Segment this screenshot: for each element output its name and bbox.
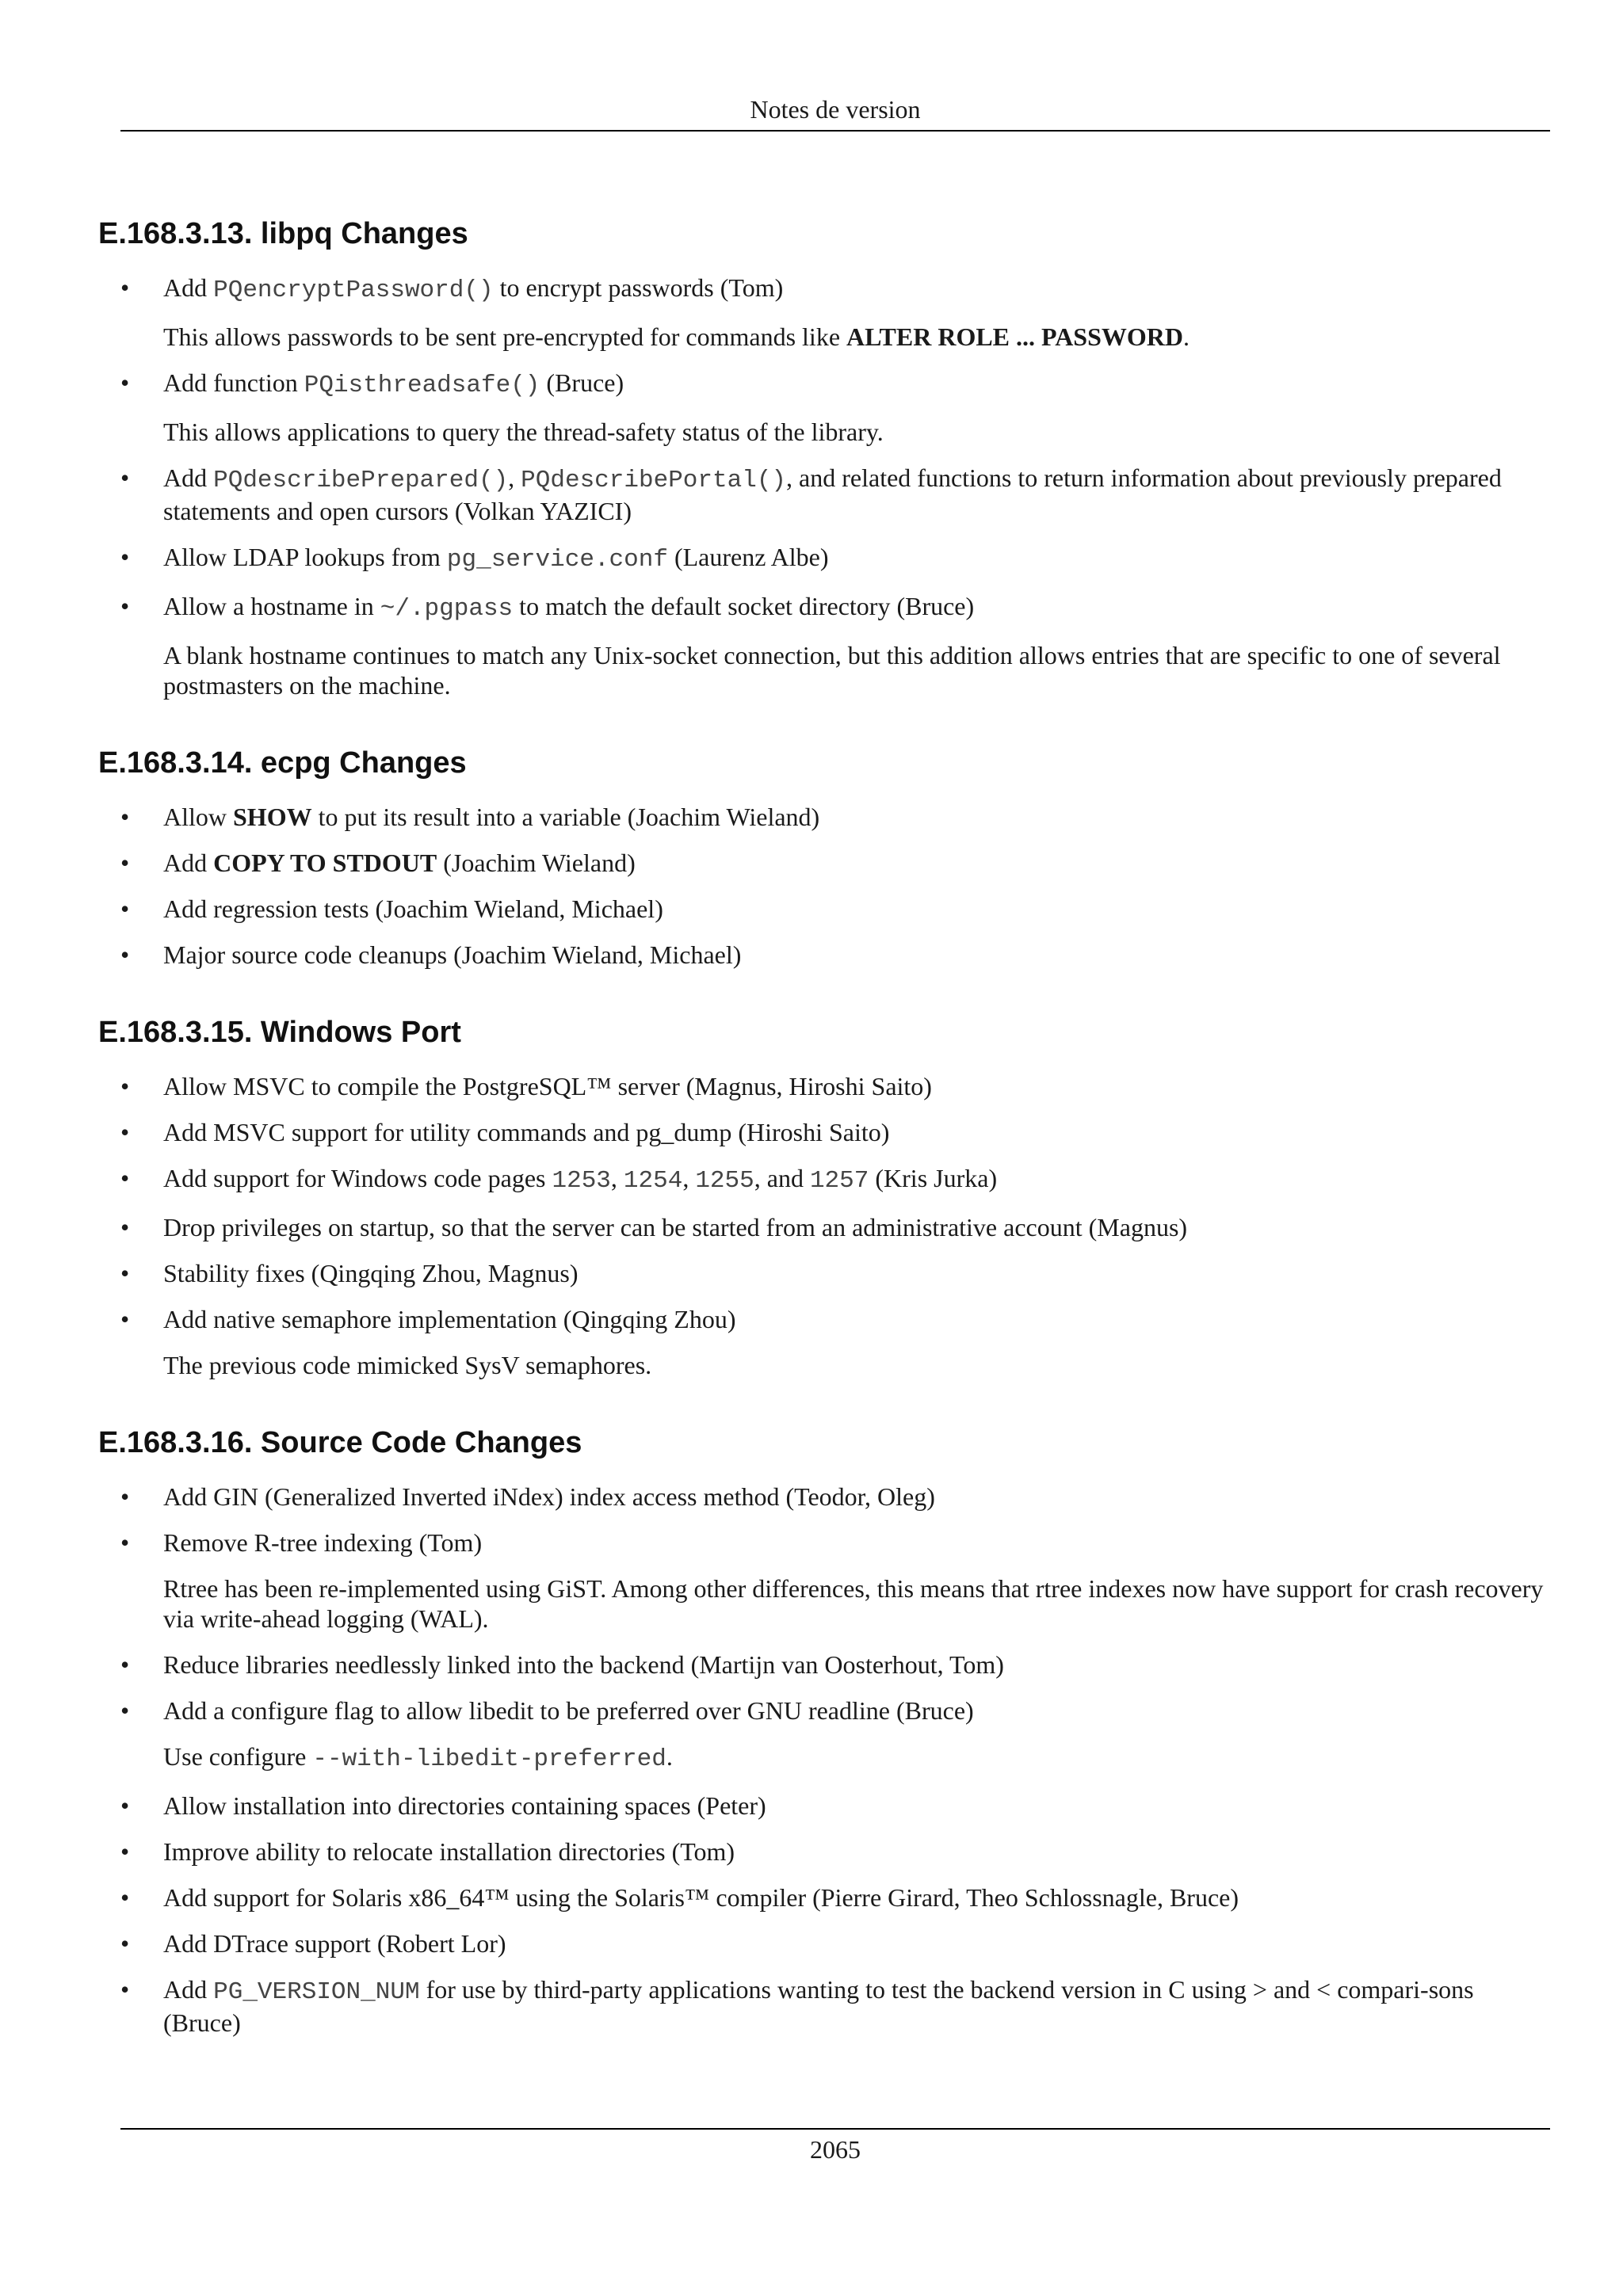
list-item xyxy=(98,1882,1552,1913)
item-text xyxy=(163,368,624,397)
item-text xyxy=(163,1305,736,1333)
text-run: Allow MSVC to compile the PostgreSQL™ server (Magnus, Hiroshi Saito) xyxy=(163,1072,932,1100)
page-header xyxy=(120,89,1550,132)
text-run: Remove R-tree indexing (Tom) xyxy=(163,1528,483,1557)
item-note xyxy=(163,1350,1552,1380)
item-text xyxy=(163,273,783,302)
code-literal: --with-libedit-preferred xyxy=(312,1745,666,1773)
code-literal: 1253 xyxy=(552,1167,611,1195)
section xyxy=(98,1425,1552,2038)
list-item xyxy=(98,802,1552,832)
text-run: Add regression tests (Joachim Wieland, Michael) xyxy=(163,894,663,923)
code-literal: PQdescribePortal() xyxy=(521,467,787,494)
item-text xyxy=(163,1650,1004,1679)
text-run: Add support for Solaris x86_64™ using the Solaris™ compiler (Pierre Girard, Theo Schlossnagle, Bruce) xyxy=(163,1883,1239,1912)
item-text xyxy=(163,1929,506,1958)
item-note xyxy=(163,417,1552,447)
text-run: Add support for Windows code pages xyxy=(163,1164,552,1192)
item-list xyxy=(98,1482,1552,2038)
item-note xyxy=(163,322,1552,352)
text-run: Allow installation into directories containing spaces (Peter) xyxy=(163,1791,766,1820)
item-text xyxy=(163,849,636,877)
text-run: Add native semaphore implementation (Qingqing Zhou) xyxy=(163,1305,736,1333)
text-run: This allows passwords to be sent pre-encrypted for commands like xyxy=(163,322,847,351)
list-item xyxy=(98,463,1552,526)
text-run: Allow xyxy=(163,803,233,831)
item-text xyxy=(163,1072,932,1100)
item-text xyxy=(163,463,1502,525)
item-text xyxy=(163,894,663,923)
code-literal: pg_service.conf xyxy=(446,546,668,574)
text-run: Allow LDAP lookups from xyxy=(163,543,447,571)
code-literal: ~/.pgpass xyxy=(380,595,514,623)
page-number: 2065 xyxy=(810,2135,861,2164)
code-literal: PG_VERSION_NUM xyxy=(213,1978,420,2006)
list-item xyxy=(98,1482,1552,1512)
item-text xyxy=(163,1259,579,1287)
list-item xyxy=(98,1836,1552,1867)
section-title: E.168.3.14. ecpg Changes xyxy=(98,746,467,780)
text-run: Allow a hostname in xyxy=(163,592,380,620)
code-literal: PQencryptPassword() xyxy=(213,277,494,304)
item-text xyxy=(163,1528,482,1557)
code-literal: 1257 xyxy=(809,1167,869,1195)
text-run: The previous code mimicked SysV semaphores. xyxy=(163,1351,652,1379)
list-item xyxy=(98,368,1552,447)
list-item xyxy=(98,542,1552,575)
text-run: Add DTrace support (Robert Lor) xyxy=(163,1929,506,1958)
text-run: to put its result into a variable (Joachim Wieland) xyxy=(311,803,820,831)
section xyxy=(98,215,1552,700)
page-footer xyxy=(120,2128,1550,2168)
list-item xyxy=(98,940,1552,970)
text-run: Add a configure flag to allow libedit to be preferred over GNU readline (Bruce) xyxy=(163,1696,974,1725)
code-literal: 1254 xyxy=(623,1167,683,1195)
text-run: Drop privileges on startup, so that the server can be started from an administrative account (Magnus) xyxy=(163,1213,1188,1241)
item-text xyxy=(163,1118,889,1146)
item-list xyxy=(98,273,1552,700)
list-item xyxy=(98,1650,1552,1680)
item-note xyxy=(163,1741,1552,1775)
text-run: , and xyxy=(754,1164,810,1192)
text-run: , xyxy=(508,463,521,492)
list-item xyxy=(98,1071,1552,1101)
code-literal: PQdescribePrepared() xyxy=(213,467,509,494)
text-run: Improve ability to relocate installation directories (Tom) xyxy=(163,1837,735,1866)
text-run: Add xyxy=(163,849,214,877)
text-run: to encrypt passwords (Tom) xyxy=(493,273,784,302)
section xyxy=(98,1014,1552,1380)
section-title: E.168.3.16. Source Code Changes xyxy=(98,1426,582,1459)
text-run: (Laurenz Albe) xyxy=(667,543,829,571)
list-item xyxy=(98,1304,1552,1380)
section-title: E.168.3.15. Windows Port xyxy=(98,1016,461,1049)
item-text xyxy=(163,592,975,623)
text-run: Add GIN (Generalized Inverted iNdex) index access method (Teodor, Oleg) xyxy=(163,1482,935,1511)
text-run: for use by third-party applications wanting to test the backend version in C using > and < compari-sons (Bruce) xyxy=(163,1975,1474,2037)
item-text xyxy=(163,1975,1474,2037)
text-run: . xyxy=(666,1742,673,1771)
text-run: Use configure xyxy=(163,1742,313,1771)
text-run: , and related functions to return information about previously prepared statements and open cursors (Volkan YAZICI) xyxy=(163,463,1502,525)
list-item xyxy=(98,1212,1552,1242)
item-text xyxy=(163,543,829,574)
section xyxy=(98,745,1552,970)
list-item xyxy=(98,591,1552,700)
list-item xyxy=(98,1928,1552,1958)
running-title: Notes de version xyxy=(750,95,921,124)
code-literal: 1255 xyxy=(695,1167,754,1195)
text-run: Add function xyxy=(163,368,304,397)
item-list xyxy=(98,802,1552,970)
list-item xyxy=(98,848,1552,878)
item-text xyxy=(163,1213,1187,1241)
text-run: Reduce libraries needlessly linked into the backend (Martijn van Oosterhout, Tom) xyxy=(163,1650,1004,1679)
list-item xyxy=(98,1974,1552,2038)
list-item xyxy=(98,894,1552,924)
list-item xyxy=(98,273,1552,352)
item-note xyxy=(163,1573,1552,1634)
item-text xyxy=(163,1696,974,1725)
text-run: to match the default socket directory (Bruce) xyxy=(513,592,975,620)
item-text xyxy=(163,1791,766,1820)
item-text xyxy=(163,940,741,969)
text-run: (Bruce) xyxy=(540,368,624,397)
text-run: Add MSVC support for utility commands and pg_dump (Hiroshi Saito) xyxy=(163,1118,890,1146)
document-body xyxy=(98,215,1552,2082)
command-keyword: SHOW xyxy=(233,803,312,831)
list-item xyxy=(98,1695,1552,1775)
code-literal: PQisthreadsafe() xyxy=(304,372,540,399)
text-run: A blank hostname continues to match any Unix-socket connection, but this addition allows entries that are specific to one of several postmasters on the machine. xyxy=(163,641,1501,700)
list-item xyxy=(98,1117,1552,1147)
text-run: (Kris Jurka) xyxy=(869,1164,998,1192)
text-run: Rtree has been re-implemented using GiST. Among other differences, this means that rtree indexes now have support for crash recovery via write-ahead logging (WAL). xyxy=(163,1574,1544,1633)
command-keyword: COPY TO STDOUT xyxy=(213,849,437,877)
text-run: , xyxy=(610,1164,624,1192)
command-keyword: ALTER ROLE ... PASSWORD xyxy=(846,322,1183,351)
list-item xyxy=(98,1163,1552,1196)
text-run: Add xyxy=(163,463,214,492)
item-list xyxy=(98,1071,1552,1380)
section-title: E.168.3.13. libpq Changes xyxy=(98,217,468,250)
item-text xyxy=(163,1883,1239,1912)
item-note xyxy=(163,640,1552,700)
item-text xyxy=(163,803,819,831)
text-run: (Joachim Wieland) xyxy=(437,849,636,877)
item-text xyxy=(163,1482,935,1511)
list-item xyxy=(98,1258,1552,1288)
item-text xyxy=(163,1164,998,1195)
list-item xyxy=(98,1527,1552,1634)
list-item xyxy=(98,1791,1552,1821)
text-run: Add xyxy=(163,273,214,302)
text-run: Stability fixes (Qingqing Zhou, Magnus) xyxy=(163,1259,579,1287)
item-text xyxy=(163,1837,735,1866)
text-run: This allows applications to query the thread-safety status of the library. xyxy=(163,418,884,446)
text-run: Add xyxy=(163,1975,214,2004)
text-run: Major source code cleanups (Joachim Wieland, Michael) xyxy=(163,940,742,969)
text-run: . xyxy=(1183,322,1190,351)
text-run: , xyxy=(682,1164,696,1192)
